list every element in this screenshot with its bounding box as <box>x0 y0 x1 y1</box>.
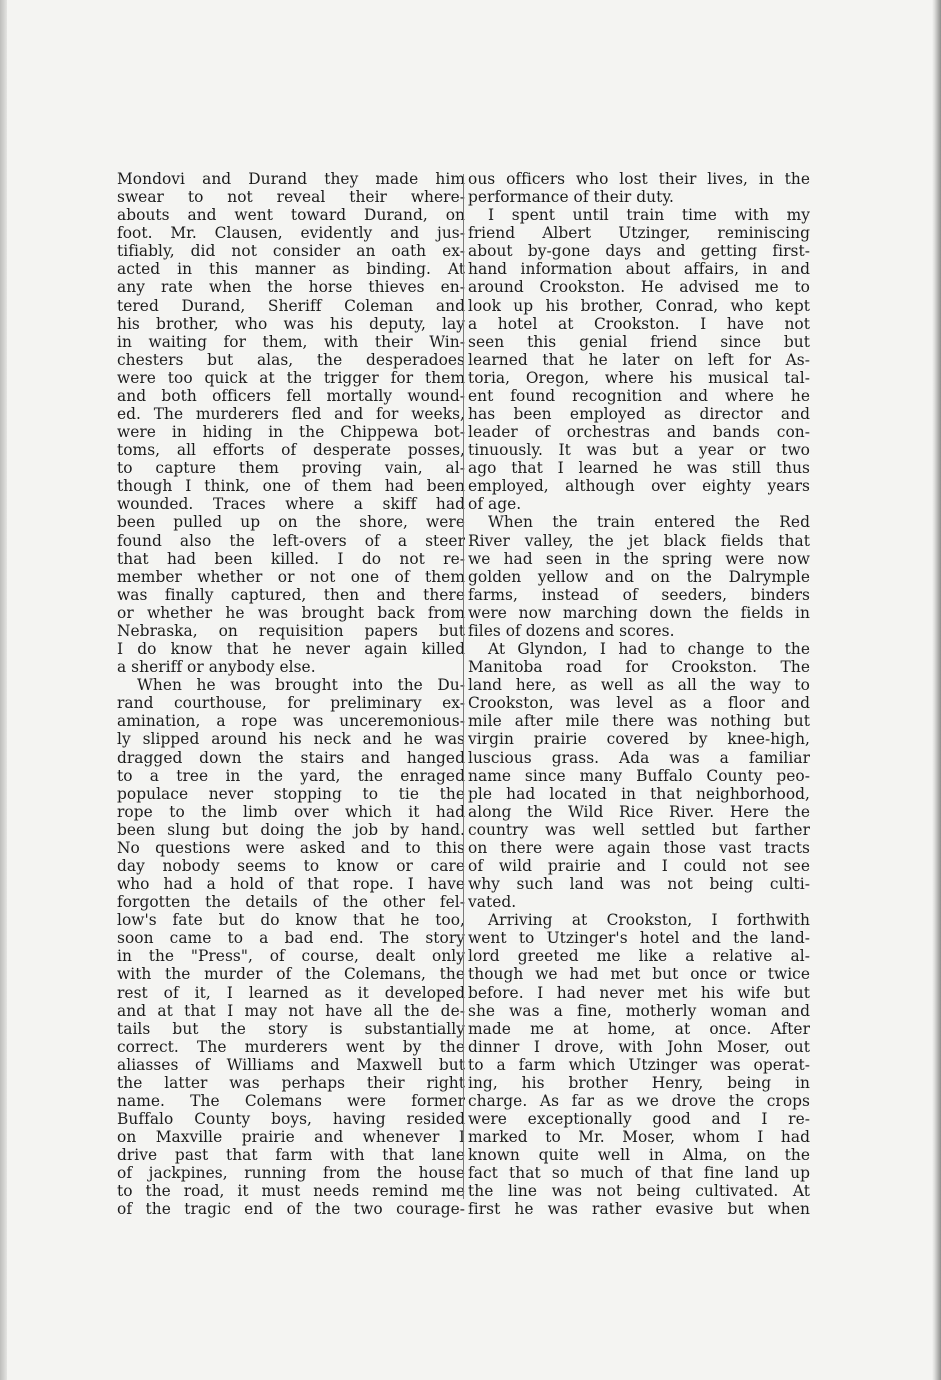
right-column-line: Arriving at Crookston, I forthwith <box>488 911 810 930</box>
right-column-line: seen this genial friend since but <box>468 332 810 351</box>
left-column-line: though I think, one of them had been <box>117 477 465 496</box>
left-column-line: been slung but doing the job by hand. <box>117 820 465 839</box>
left-column-line: dragged down the stairs and hanged <box>117 748 465 767</box>
left-column-line: in waiting for them, with their Win- <box>117 332 465 351</box>
left-column-line: with the murder of the Colemans, the <box>117 965 465 984</box>
right-column-line: I spent until train time with my <box>488 206 810 225</box>
right-column-line: we had seen in the spring were now <box>468 549 810 568</box>
right-column-line: performance of their duty. <box>468 188 674 207</box>
left-column-line: and at that I may not have all the de- <box>117 1001 465 1020</box>
right-column-line: virgin prairie covered by knee-high, <box>468 730 810 749</box>
left-column-line: Mondovi and Durand they made him <box>117 170 465 188</box>
right-column-line: vated. <box>468 893 517 912</box>
right-column-line: files of dozens and scores. <box>468 621 675 640</box>
right-column-line: friend Albert Utzinger, reminiscing <box>468 224 810 243</box>
left-column-line: wounded. Traces where a skiff had <box>117 495 465 514</box>
left-column-line: swear to not reveal their where- <box>117 188 465 207</box>
left-column-line: day nobody seems to know or care <box>117 856 465 875</box>
right-column-line: employed, although over eighty years <box>468 477 810 496</box>
column-rule <box>463 174 464 1199</box>
left-column-line: rope to the limb over which it had <box>117 802 465 821</box>
left-column-line: forgotten the details of the other fel- <box>117 893 465 912</box>
right-column-line: Crookston, was level as a floor and <box>468 694 810 713</box>
left-column <box>117 170 465 1219</box>
left-column-line: to capture them proving vain, al- <box>117 459 465 478</box>
left-column-line: soon came to a bad end. The story <box>117 929 465 948</box>
right-column-line: lord greeted me like a relative al- <box>468 947 810 966</box>
left-column-line: who had a hold of that rope. I have <box>117 875 465 894</box>
left-column-line: low's fate but do know that he too, <box>117 911 465 930</box>
right-column-line: learned that he later on left for As- <box>468 350 810 369</box>
right-column-line: hand information about affairs, in and <box>468 260 810 279</box>
left-column-line: in the "Press", of course, dealt only <box>117 947 465 966</box>
left-column-line: tails but the story is substantially <box>117 1019 465 1038</box>
right-column-line: before. I had never met his wife but <box>468 983 810 1002</box>
right-column-line: marked to Mr. Moser, whom I had <box>468 1128 810 1147</box>
left-column-line: ly slipped around his neck and he was <box>117 730 465 749</box>
right-column-line: of wild prairie and I could not see <box>468 856 810 875</box>
left-column-line: been pulled up on the shore, were <box>117 513 465 532</box>
left-column-line: the latter was perhaps their right <box>117 1073 465 1092</box>
left-column-line: and both officers fell mortally wound- <box>117 386 465 405</box>
right-column-line: a hotel at Crookston. I have not <box>468 314 810 333</box>
right-column-line: why such land was not being culti- <box>468 875 810 894</box>
right-column-line: look up his brother, Conrad, who kept <box>468 296 810 315</box>
right-column-line: about by-gone days and getting first- <box>468 242 810 261</box>
left-column-line: Buffalo County boys, having resided <box>117 1110 465 1129</box>
right-column <box>468 170 810 1219</box>
right-column-line: first he was rather evasive but when <box>468 1200 810 1219</box>
left-column-line: of jackpines, running from the house <box>117 1164 465 1183</box>
left-column-line: name. The Colemans were former <box>117 1091 465 1110</box>
left-column-line: any rate when the horse thieves en- <box>117 278 465 297</box>
left-column-line: Nebraska, on requisition papers but <box>117 621 465 640</box>
right-column-line: fact that so much of that fine land up <box>468 1164 810 1183</box>
right-column-line: ing, his brother Henry, being in <box>468 1073 810 1092</box>
right-column-line: on there were again those vast tracts <box>468 838 810 857</box>
left-column-line: I do know that he never again killed <box>117 640 465 659</box>
right-column-line: to a farm which Utzinger was operat- <box>468 1055 810 1074</box>
right-column-line: At Glyndon, I had to change to the <box>488 640 810 659</box>
right-column-line: ous officers who lost their lives, in the <box>468 170 810 188</box>
right-column-line: were exceptionally good and I re- <box>468 1110 810 1129</box>
left-column-line: When he was brought into the Du- <box>137 676 465 695</box>
left-column-line: to a tree in the yard, the enraged <box>117 766 465 785</box>
left-column-line: his brother, who was his deputy, lay <box>117 314 465 333</box>
left-column-line: of the tragic end of the two courage- <box>117 1200 465 1219</box>
page-left-edge <box>0 0 7 1380</box>
right-column-line: ple had located in that neighborhood, <box>468 784 810 803</box>
left-column-line: No questions were asked and to this <box>117 838 465 857</box>
right-column-line: country was well settled but farther <box>468 820 810 839</box>
right-column-line: River valley, the jet black fields that <box>468 531 810 550</box>
left-column-line: found also the left-overs of a steer <box>117 531 465 550</box>
right-column-line: dinner I drove, with John Moser, out <box>468 1037 810 1056</box>
right-column-line: golden yellow and on the Dalrymple <box>468 567 810 586</box>
right-column-line: of age. <box>468 495 522 514</box>
right-column-line: though we had met but once or twice <box>468 965 810 984</box>
right-column-line: made me at home, at once. After <box>468 1019 810 1038</box>
right-column-line: Manitoba road for Crookston. The <box>468 658 810 677</box>
right-column-line: land here, as well as all the way to <box>468 676 810 695</box>
left-column-line: abouts and went toward Durand, on <box>117 206 465 225</box>
left-column-line: tifiably, did not consider an oath ex- <box>117 242 465 261</box>
left-column-line: chesters but alas, the desperadoes <box>117 350 465 369</box>
left-column-line: ed. The murderers fled and for weeks, <box>117 405 465 424</box>
right-column-line: she was a fine, motherly woman and <box>468 1001 810 1020</box>
right-column-line: has been employed as director and <box>468 405 810 424</box>
left-column-line: rest of it, I learned as it developed <box>117 983 465 1002</box>
left-column-line: acted in this manner as binding. At <box>117 260 465 279</box>
left-column-line: that had been killed. I do not re- <box>117 549 465 568</box>
right-column-line: tinuously. It was but a year or two <box>468 441 810 460</box>
left-column-line: on Maxville prairie and whenever I <box>117 1128 465 1147</box>
right-column-line: leader of orchestras and bands con- <box>468 423 810 442</box>
left-column-line: were too quick at the trigger for them <box>117 368 465 387</box>
right-column-line: ago that I learned he was still thus <box>468 459 810 478</box>
right-column-line: toria, Oregon, where his musical tal- <box>468 368 810 387</box>
left-column-line: tered Durand, Sheriff Coleman and <box>117 296 465 315</box>
right-column-line: mile after mile there was nothing but <box>468 712 810 731</box>
right-column-line: the line was not being cultivated. At <box>468 1182 810 1201</box>
left-column-line: member whether or not one of them <box>117 567 465 586</box>
left-column-line: foot. Mr. Clausen, evidently and jus- <box>117 224 465 243</box>
left-column-line: correct. The murderers went by the <box>117 1037 465 1056</box>
right-column-line: name since many Buffalo County peo- <box>468 766 810 785</box>
left-column-line: to the road, it must needs remind me <box>117 1182 465 1201</box>
right-column-line: When the train entered the Red <box>488 513 810 532</box>
right-column-line: ent found recognition and where he <box>468 386 810 405</box>
right-column-line: luscious grass. Ada was a familiar <box>468 748 810 767</box>
right-column-line: farms, instead of seeders, binders <box>468 585 810 604</box>
page-right-edge <box>932 0 941 1380</box>
left-column-line: were in hiding in the Chippewa bot- <box>117 423 465 442</box>
right-column-line: around Crookston. He advised me to <box>468 278 810 297</box>
left-column-line: rand courthouse, for preliminary ex- <box>117 694 465 713</box>
right-column-line: charge. As far as we drove the crops <box>468 1091 810 1110</box>
right-column-line: went to Utzinger's hotel and the land- <box>468 929 810 948</box>
right-column-line: along the Wild Rice River. Here the <box>468 802 810 821</box>
left-column-line: or whether he was brought back from <box>117 603 465 622</box>
left-column-line: was finally captured, then and there <box>117 585 465 604</box>
left-column-line: populace never stopping to tie the <box>117 784 465 803</box>
left-column-line: drive past that farm with that lane <box>117 1146 465 1165</box>
left-column-line: amination, a rope was unceremonious- <box>117 712 465 731</box>
right-column-line: known quite well in Alma, on the <box>468 1146 810 1165</box>
left-column-line: aliasses of Williams and Maxwell but <box>117 1055 465 1074</box>
left-column-line: toms, all efforts of desperate posses, <box>117 441 465 460</box>
left-column-line: a sheriff or anybody else. <box>117 658 316 677</box>
right-column-line: were now marching down the fields in <box>468 603 810 622</box>
